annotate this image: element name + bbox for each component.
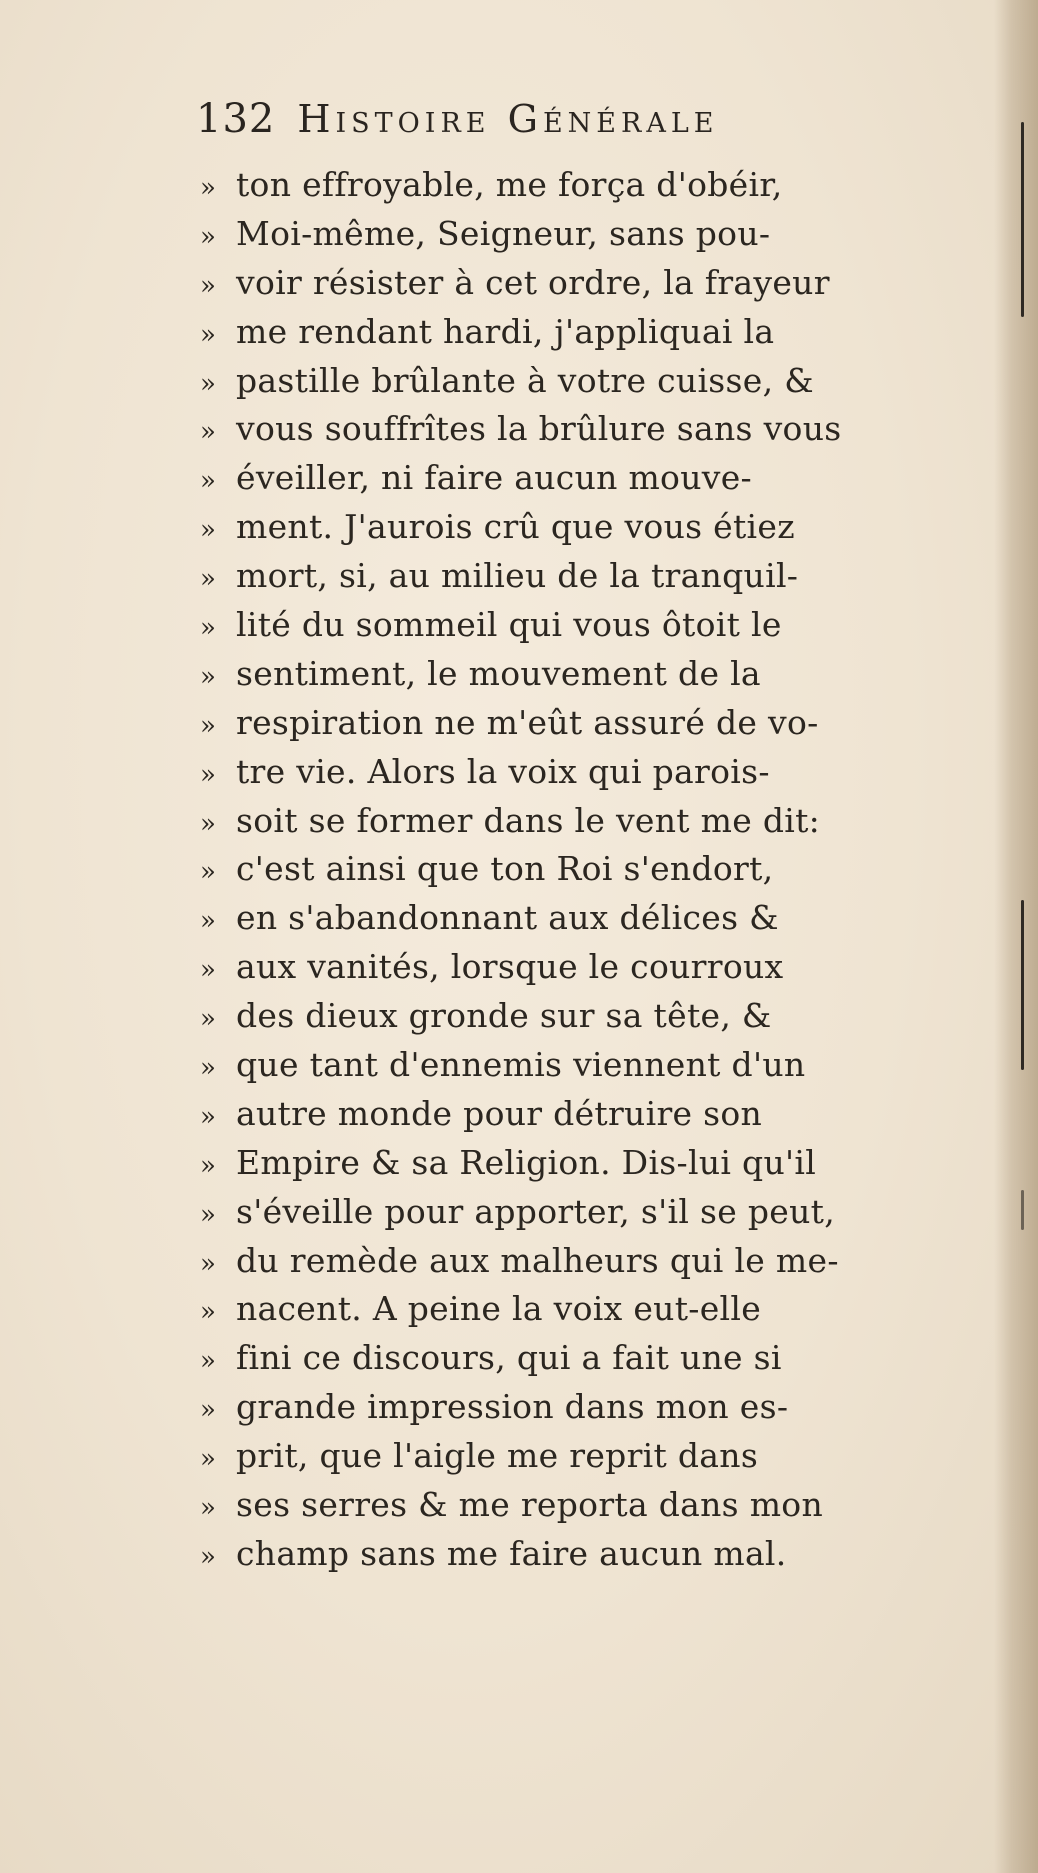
line-text: des dieux gronde sur sa tête, & [236,996,772,1036]
text-line [200,1383,910,1432]
text-line [200,650,910,699]
text-line [200,992,910,1041]
line-text: s'éveille pour apporter, s'il se peut, [236,1191,836,1231]
page-number: 132 [196,96,276,142]
quote-mark: » [200,1101,216,1132]
line-text: prit, que l'aigle me reprit dans [236,1436,759,1476]
line-text: que tant d'ennemis viennent d'un [236,1045,806,1085]
quote-mark: » [200,1493,216,1524]
text-line [200,552,910,601]
line-text: du remède aux malheurs qui le me- [236,1240,839,1280]
quote-mark: » [200,955,216,986]
text-line [200,1139,910,1188]
text-line [200,699,910,748]
text-line [200,405,910,454]
text-line [200,894,910,943]
quote-mark: » [200,1297,216,1328]
text-line [200,601,910,650]
text-line [200,259,910,308]
line-text: pastille brûlante à votre cuisse, & [236,360,814,400]
line-text: Moi-même, Seigneur, sans pou- [236,213,771,253]
quote-mark: » [200,857,216,888]
quote-mark: » [200,906,216,937]
quote-mark: » [200,1395,216,1426]
text-line [200,161,910,210]
line-text: voir résister à cet ordre, la frayeur [236,262,830,302]
text-line [200,1334,910,1383]
quote-mark: » [200,613,216,644]
quote-mark: » [200,564,216,595]
text-line [200,503,910,552]
quote-mark: » [200,661,216,692]
text-line [200,1432,910,1481]
line-text: ses serres & me reporta dans mon [236,1485,824,1525]
line-text: mort, si, au milieu de la tranquil- [236,556,799,596]
text-line [200,210,910,259]
line-text: c'est ainsi que ton Roi s'endort, [236,849,774,889]
text-line [200,357,910,406]
line-text: grande impression dans mon es- [236,1387,789,1427]
line-text: Empire & sa Religion. Dis-lui qu'il [236,1142,817,1182]
line-text: nacent. A peine la voix eut-elle [236,1289,762,1329]
text-line [200,454,910,503]
line-text: fini ce discours, qui a fait une si [236,1338,782,1378]
text-line [200,1481,910,1530]
text-line [200,1237,910,1286]
quote-mark: » [200,221,216,252]
quote-mark: » [200,515,216,546]
text-line [200,1041,910,1090]
quote-mark: » [200,1541,216,1572]
line-text: vous souffrîtes la brûlure sans vous [236,409,842,449]
line-text: me rendant hardi, j'appliquai la [236,311,775,351]
binding-shadow-line [1021,1190,1024,1230]
page-binding-edge [994,0,1038,1873]
quote-mark: » [200,808,216,839]
quote-mark: » [200,173,216,203]
binding-shadow-line [1021,900,1024,1070]
text-line [200,845,910,894]
text-line [200,748,910,797]
text-line [200,1285,910,1334]
page-header [196,96,718,142]
line-text: en s'abandonnant aux délices & [236,898,779,938]
line-text: éveiller, ni faire aucun mouve- [236,458,752,498]
quote-mark: » [200,368,216,399]
line-text: ment. J'aurois crû que vous étiez [236,507,795,547]
line-text: soit se former dans le vent me dit: [236,800,821,840]
quote-mark: » [200,1199,216,1230]
running-head: Histoire Générale [297,97,719,141]
quote-mark: » [200,710,216,741]
quote-mark: » [200,759,216,790]
line-text: lité du sommeil qui vous ôtoit le [236,605,782,645]
line-text: tre vie. Alors la voix qui parois- [236,751,770,791]
text-line [200,308,910,357]
binding-shadow-line [1021,122,1024,317]
quote-mark: » [200,1150,216,1181]
quote-mark: » [200,270,216,301]
text-line [200,797,910,846]
body-text [200,161,910,1579]
line-text: aux vanités, lorsque le courroux [236,947,784,987]
quote-mark: » [200,1053,216,1084]
quote-mark: » [200,417,216,448]
line-text: respiration ne m'eût assuré de vo- [236,702,819,742]
quote-mark: » [200,319,216,350]
line-text: ton effroyable, me força d'obéir, [236,165,783,204]
quote-mark: » [200,1248,216,1279]
text-line [200,1188,910,1237]
text-line [200,943,910,992]
text-line [200,1530,910,1579]
line-text: sentiment, le mouvement de la [236,653,761,693]
quote-mark: » [200,1346,216,1377]
text-line [200,1090,910,1139]
quote-mark: » [200,1004,216,1035]
line-text: autre monde pour détruire son [236,1093,763,1133]
line-text: champ sans me faire aucun mal. [236,1533,787,1573]
quote-mark: » [200,1444,216,1475]
quote-mark: » [200,466,216,497]
